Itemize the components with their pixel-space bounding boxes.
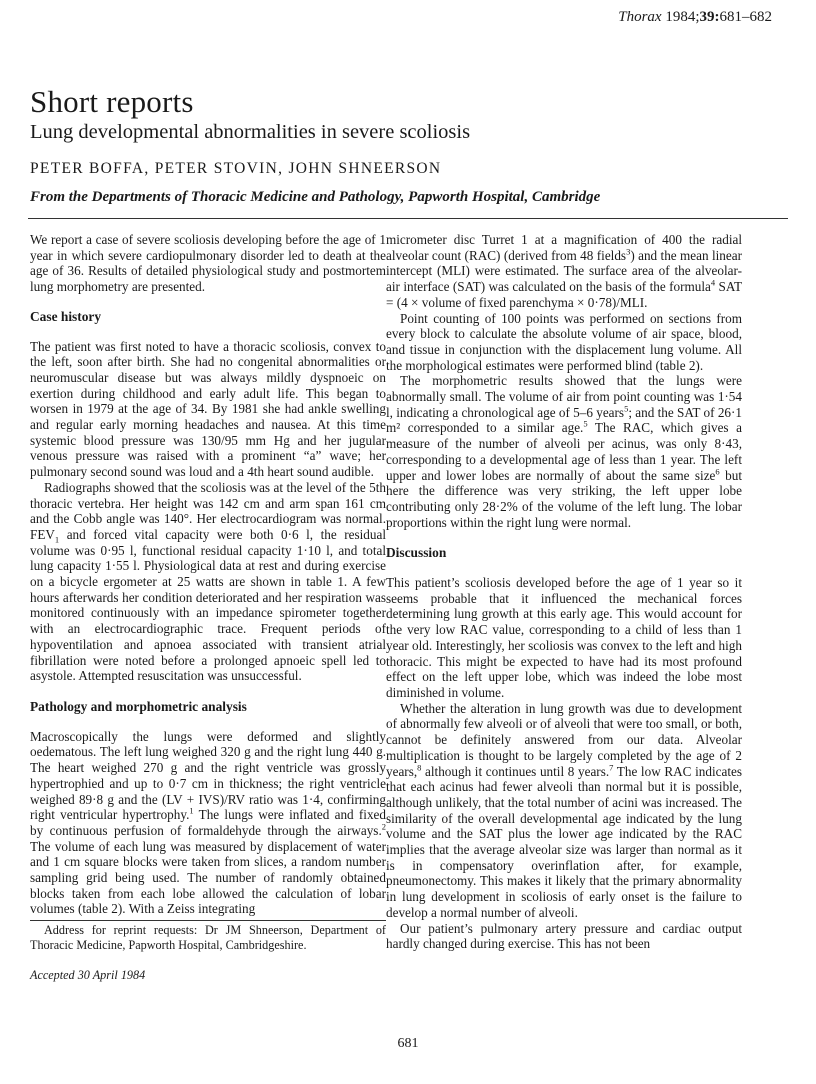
right-column [386,232,742,952]
journal-volume: 39: [699,9,720,25]
heading-pathology: Pathology and morphometric analysis [30,698,247,714]
journal-year: 1984; [665,9,700,25]
case-paragraph-1: The patient was first noted to have a thoracic scoliosis, convex to the left, soon after birth. She had no congenital abnormalities or neuromuscular disease but was always mildly dyspnoeic on exertion during childhood and early adult life. This began to worsen in 1979 at the age of 34. By 1981 she had ankle swelling and regular early morning headaches and nausea. At this time systemic blood pressure was 130/95 mm Hg and her jugular venous pressure was raised with a prominent “a” wave; her pulmonary second sound was loud and a 4th heart sound audible. [30,338,386,480]
reprint-address: Address for reprint requests: Dr JM Shneerson, Department of Thoracic Medicine, Papworth Hospital, Cambridgeshire. [30,923,386,952]
heading-case-history: Case history [30,308,102,324]
left-column [30,232,386,984]
journal-pages: 681–682 [719,9,772,25]
header-rule [28,218,788,219]
authors: PETER BOFFA, PETER STOVIN, JOHN SHNEERSON [30,160,442,177]
discussion-paragraph-2: Whether the alteration in lung growth was due to development of abnormally few alveoli or of alveoli that were too small, or both, cannot be definitely answered from our data. Alveolar multiplication is thought to be largely completed by the age of 2 years,$^8$ although it continues until 8 years.$^7$ The low RAC indicates that each acinus had fewer alveoli than normal but it is possible, although unlikely, that the total number of acini was increased. The similarity of the overall developmental age indicated by the lung volume and the SAT plus the lower age indicated by the RAC implies that the average alveolar size was larger than normal as it is in compensatory overinflation after, for example, pneumonectomy. This makes it likely that the primary abnormality in lung development in scoliosis of early onset is the failure to develop a normal number of alveoli. [386,700,742,920]
discussion-paragraph-3: Our patient’s pulmonary artery pressure and cardiac output hardly changed during exercise. This has not been [386,920,742,952]
methods-paragraph: micrometer disc Turret 1 at a magnification of 400 the radial alveolar count (RAC) (derived from 48 fields$^3$) and the mean linear intercept (MLI) were estimated. The surface area of the alveolar-air interface (SAT) was calculated on the basis of the formula$^4$ SAT = (4 × volume of fixed parenchyma × 0·78)/MLI. [386,232,743,310]
heading-discussion: Discussion [386,545,447,561]
abstract: We report a case of severe scoliosis developing before the age of 1 year in which severe cardiopulmonary disorder led to death at the age of 36. Results of detailed physiological study and postmortem lung morphometry are presented. [30,232,386,295]
footnote-rule [30,920,386,921]
section-title: Short reports [30,84,194,119]
affiliation: From the Departments of Thoracic Medicine and Pathology, Papworth Hospital, Cambridge [30,189,601,205]
article-title: Lung developmental abnormalities in severe scoliosis [30,121,471,143]
case-paragraph-2: Radiographs showed that the scoliosis was at the level of the 5th thoracic vertebra. Her height was 142 cm and arm span 161 cm and the Cobb angle was 140°. Her electrocardiogram was normal. $FEV_1$ and forced vital capacity were both 0·6 l, the residual volume was 0·95 l, functional residual capacity 1·10 l, and total lung capacity 1·55 l. Physiological data at rest and during exercise on a bicycle ergometer at 25 watts are shown in table 1. A few hours afterwards her condition deteriorated and her respiration was monitored continuously with an impedance spirometer together with an electrocardiographic trace. Frequent periods of hypoventilation and apnoea associated with transient atrial fibrillation were noted before a prolonged apnoeic spell led to asystole. Attempted resuscitation was unsuccessful. [30,479,386,684]
discussion-paragraph-1: This patient’s scoliosis developed before the age of 1 year so it seems probable that it influenced the mechanical forces determining lung growth at this early age. This would account for the very low RAC value, corresponding to a child of less than 1 year old. Interestingly, her scoliosis was convex to the left and high thoracic. This might be expected to have had its most profound effect on the left upper lobe, which was indeed the lobe most diminished in volume. [386,575,742,700]
pathology-paragraph-1: Macroscopically the lungs were deformed and slightly oedematous. The left lung weighed 320 g and the right lung 440 g. The heart weighed 270 g and the right ventricle was grossly hypertrophied and up to 0·7 cm in thickness; the right ventricle weighed 89·8 g and the (LV + IVS)/RV ratio was 1·4, confirming right ventricular hypertrophy.$^1$ The lungs were inflated and fixed by continuous perfusion of formaldehyde through the airways.$^2$ The volume of each lung was measured by displacement of water and 1 cm square blocks were taken from slices, a random number sampling grid being used. The number of randomly obtained blocks taken from each lobe allowed the calculation of lobar volumes (table 2). With a Zeiss integrating [30,728,386,917]
journal-header [618,9,772,26]
page-number: 681 [397,1036,419,1051]
results-paragraph: The morphometric results showed that the lungs were abnormally small. The volume of air from point counting was 1·54 l, indicating a chronological age of 5–6 years$^5$; and the SAT of 26·1 m² corresponded to a similar age.$^5$ The RAC, which gives a measure of the number of alveoli per acinus, was only 8·43, corresponding to a developmental age of less than 1 year. The left upper and lower lobes are normally of about the same size$^6$ but here the difference was very striking, the left upper lobe contributing only 28·2% of the volume of the left lung. The lobar proportions within the right lung were normal. [386,373,743,530]
accepted-date: Accepted 30 April 1984 [30,968,146,983]
point-counting-paragraph: Point counting of 100 points was performed on sections from every block to calculate the absolute volume of air space, blood, and tissue in conjunction with the displacement lung volume. All the morphological estimates were performed blind (table 2). [386,310,742,373]
journal-name: Thorax [618,9,662,25]
